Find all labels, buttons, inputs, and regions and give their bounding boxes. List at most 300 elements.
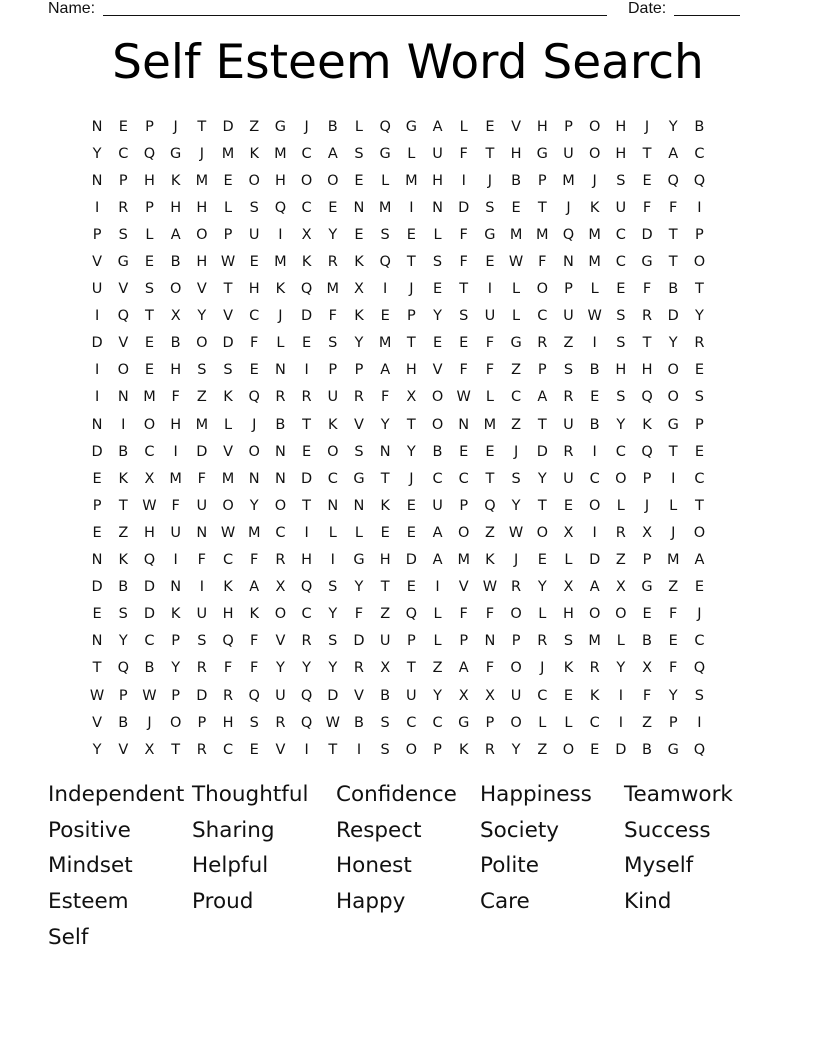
grid-letter[interactable]: T	[668, 254, 678, 271]
grid-letter[interactable]: F	[485, 660, 495, 677]
grid-letter[interactable]: P	[118, 687, 128, 704]
grid-letter[interactable]: Y	[92, 145, 102, 162]
grid-letter[interactable]: Y	[668, 118, 678, 135]
grid-letter[interactable]: D	[222, 118, 234, 135]
grid-letter[interactable]: P	[668, 714, 678, 731]
grid-letter[interactable]: B	[380, 687, 391, 704]
grid-letter[interactable]: K	[249, 606, 259, 623]
grid-letter[interactable]: Z	[668, 579, 679, 596]
grid-letter[interactable]: F	[459, 145, 468, 162]
grid-letter[interactable]: E	[328, 199, 338, 216]
grid-letter[interactable]: H	[170, 416, 182, 433]
grid-letter[interactable]: E	[380, 524, 390, 541]
grid-letter[interactable]: S	[459, 308, 469, 325]
grid-letter[interactable]: M	[195, 172, 209, 189]
grid-letter[interactable]: H	[536, 118, 548, 135]
grid-letter[interactable]: E	[302, 443, 312, 460]
grid-letter[interactable]: K	[118, 552, 129, 569]
grid-letter[interactable]: C	[615, 443, 626, 460]
grid-letter[interactable]: T	[380, 470, 390, 487]
grid-letter[interactable]: Y	[511, 741, 521, 758]
grid-letter[interactable]: F	[250, 660, 259, 677]
grid-letter[interactable]: A	[432, 118, 443, 135]
grid-letter[interactable]: P	[485, 714, 495, 731]
grid-letter[interactable]: N	[91, 633, 103, 650]
grid-letter[interactable]: V	[118, 335, 129, 352]
grid-letter[interactable]: T	[537, 497, 547, 514]
grid-letter[interactable]: E	[223, 172, 233, 189]
grid-letter[interactable]: N	[91, 172, 103, 189]
grid-letter[interactable]: I	[94, 362, 100, 379]
grid-letter[interactable]: I	[409, 199, 414, 216]
grid-letter[interactable]: O	[431, 389, 444, 406]
grid-letter[interactable]: E	[380, 308, 390, 325]
grid-letter[interactable]: F	[669, 660, 678, 677]
grid-letter[interactable]: Y	[275, 660, 285, 677]
grid-letter[interactable]: L	[381, 172, 390, 189]
grid-letter[interactable]: L	[669, 497, 678, 514]
grid-letter[interactable]: X	[615, 579, 626, 596]
grid-letter[interactable]: Y	[537, 470, 547, 487]
grid-letter[interactable]: H	[170, 362, 182, 379]
grid-letter[interactable]: I	[199, 579, 204, 596]
grid-letter[interactable]: K	[589, 199, 600, 216]
grid-letter[interactable]: Z	[511, 416, 522, 433]
grid-letter[interactable]: E	[668, 633, 678, 650]
grid-letter[interactable]: Z	[537, 741, 548, 758]
grid-letter[interactable]: S	[249, 714, 259, 731]
grid-letter[interactable]: N	[248, 470, 260, 487]
grid-letter[interactable]: A	[589, 579, 600, 596]
grid-letter[interactable]: R	[301, 633, 312, 650]
grid-letter[interactable]: E	[354, 226, 364, 243]
grid-letter[interactable]: N	[274, 443, 286, 460]
grid-letter[interactable]: Q	[117, 308, 129, 325]
grid-letter[interactable]: P	[145, 118, 154, 135]
grid-letter[interactable]: Y	[328, 226, 338, 243]
grid-letter[interactable]: S	[197, 362, 207, 379]
grid-letter[interactable]: Q	[562, 226, 575, 243]
grid-letter[interactable]: E	[694, 362, 704, 379]
grid-letter[interactable]: S	[511, 470, 521, 487]
grid-letter[interactable]: X	[563, 579, 574, 596]
grid-letter[interactable]: Z	[511, 362, 522, 379]
grid-letter[interactable]: J	[304, 118, 309, 135]
grid-letter[interactable]: B	[118, 443, 129, 460]
grid-letter[interactable]: K	[380, 497, 390, 514]
grid-letter[interactable]: S	[354, 443, 364, 460]
grid-letter[interactable]: C	[615, 254, 626, 271]
grid-letter[interactable]: C	[144, 633, 155, 650]
grid-letter[interactable]: Q	[379, 254, 391, 271]
grid-letter[interactable]: M	[588, 633, 601, 650]
grid-letter[interactable]: I	[461, 172, 466, 189]
grid-letter[interactable]: M	[169, 470, 182, 487]
grid-letter[interactable]: P	[406, 308, 416, 325]
grid-letter[interactable]: B	[170, 335, 181, 352]
grid-letter[interactable]: N	[484, 633, 496, 650]
grid-letter[interactable]: N	[196, 524, 208, 541]
grid-letter[interactable]: H	[170, 199, 182, 216]
grid-letter[interactable]: V	[354, 687, 364, 704]
grid-letter[interactable]: T	[485, 145, 495, 162]
grid-letter[interactable]: E	[406, 226, 416, 243]
grid-letter[interactable]: D	[405, 552, 417, 569]
grid-letter[interactable]: Z	[563, 335, 574, 352]
grid-letter[interactable]: V	[92, 714, 103, 731]
grid-letter[interactable]: Q	[222, 633, 234, 650]
grid-letter[interactable]: C	[222, 741, 234, 758]
grid-letter[interactable]: G	[353, 552, 365, 569]
grid-letter[interactable]: B	[589, 362, 600, 379]
grid-letter[interactable]: Q	[484, 497, 496, 514]
grid-letter[interactable]: X	[563, 524, 574, 541]
grid-letter[interactable]: C	[144, 443, 155, 460]
grid-letter[interactable]: W	[456, 389, 471, 406]
grid-letter[interactable]: R	[196, 660, 207, 677]
grid-letter[interactable]: I	[592, 443, 597, 460]
grid-letter[interactable]: K	[301, 254, 312, 271]
grid-letter[interactable]: E	[144, 254, 155, 271]
grid-letter[interactable]: Q	[300, 714, 313, 731]
grid-letter[interactable]: U	[432, 145, 443, 162]
grid-letter[interactable]: L	[276, 335, 285, 352]
grid-letter[interactable]: I	[173, 552, 178, 569]
grid-letter[interactable]: T	[537, 416, 547, 433]
grid-letter[interactable]: C	[118, 145, 129, 162]
grid-letter[interactable]: V	[511, 118, 522, 135]
grid-letter[interactable]: P	[564, 281, 573, 298]
grid-letter[interactable]: R	[589, 660, 600, 677]
grid-letter[interactable]: D	[143, 606, 156, 623]
grid-letter[interactable]: I	[356, 741, 362, 758]
grid-letter[interactable]: J	[566, 199, 571, 216]
grid-letter[interactable]: P	[459, 497, 469, 514]
grid-letter[interactable]: I	[278, 226, 283, 243]
grid-letter[interactable]: O	[327, 443, 339, 460]
grid-letter[interactable]: E	[563, 687, 574, 704]
grid-letter[interactable]: U	[615, 199, 627, 216]
grid-letter[interactable]: Q	[693, 741, 706, 758]
grid-letter[interactable]: T	[92, 660, 102, 677]
grid-letter[interactable]: U	[563, 416, 574, 433]
grid-letter[interactable]: T	[302, 416, 312, 433]
grid-letter[interactable]: K	[328, 416, 338, 433]
grid-letter[interactable]: E	[642, 172, 652, 189]
grid-letter[interactable]: Z	[642, 714, 652, 731]
grid-letter[interactable]: X	[458, 687, 469, 704]
grid-letter[interactable]: R	[694, 335, 705, 352]
grid-letter[interactable]: P	[223, 226, 233, 243]
grid-letter[interactable]: S	[616, 308, 626, 325]
grid-letter[interactable]: D	[615, 741, 627, 758]
grid-letter[interactable]: C	[301, 145, 312, 162]
grid-letter[interactable]: F	[328, 308, 337, 325]
grid-letter[interactable]: S	[432, 254, 443, 271]
grid-letter[interactable]: E	[92, 470, 102, 487]
grid-letter[interactable]: C	[249, 308, 260, 325]
grid-letter[interactable]: F	[485, 335, 495, 352]
grid-letter[interactable]: H	[144, 172, 155, 189]
grid-letter[interactable]: Q	[379, 118, 391, 135]
grid-letter[interactable]: H	[196, 199, 208, 216]
grid-letter[interactable]: S	[118, 226, 128, 243]
grid-letter[interactable]: U	[432, 497, 443, 514]
grid-letter[interactable]: J	[697, 606, 702, 623]
grid-letter[interactable]: X	[642, 660, 652, 677]
grid-letter[interactable]: U	[248, 226, 260, 243]
grid-letter[interactable]: O	[536, 281, 548, 298]
grid-letter[interactable]: M	[457, 552, 470, 569]
grid-letter[interactable]: L	[354, 118, 364, 135]
grid-letter[interactable]: T	[694, 497, 704, 514]
grid-letter[interactable]: F	[250, 335, 259, 352]
grid-letter[interactable]: D	[91, 579, 103, 596]
grid-letter[interactable]: Y	[302, 660, 312, 677]
grid-letter[interactable]: H	[301, 552, 313, 569]
name-field-line[interactable]	[103, 15, 607, 16]
grid-letter[interactable]: U	[196, 606, 208, 623]
grid-letter[interactable]: Y	[380, 416, 390, 433]
grid-letter[interactable]: O	[693, 524, 706, 541]
grid-letter[interactable]: F	[642, 687, 652, 704]
grid-letter[interactable]: C	[511, 389, 522, 406]
grid-letter[interactable]: E	[302, 335, 312, 352]
grid-letter[interactable]: D	[641, 226, 653, 243]
grid-letter[interactable]: K	[170, 606, 181, 623]
grid-letter[interactable]: H	[144, 524, 155, 541]
grid-letter[interactable]: A	[327, 145, 338, 162]
grid-letter[interactable]: T	[459, 281, 469, 298]
grid-letter[interactable]: F	[642, 281, 652, 298]
grid-letter[interactable]: W	[220, 524, 236, 541]
grid-letter[interactable]: Y	[433, 308, 442, 325]
grid-letter[interactable]: G	[667, 741, 679, 758]
grid-letter[interactable]: N	[274, 362, 286, 379]
grid-letter[interactable]: M	[221, 145, 235, 162]
grid-letter[interactable]: B	[668, 281, 679, 298]
grid-letter[interactable]: Q	[117, 660, 129, 677]
grid-letter[interactable]: G	[274, 118, 287, 135]
grid-letter[interactable]: G	[484, 226, 496, 243]
grid-letter[interactable]: E	[92, 524, 102, 541]
grid-letter[interactable]: I	[121, 416, 126, 433]
grid-letter[interactable]: M	[509, 226, 523, 243]
grid-letter[interactable]: R	[537, 335, 548, 352]
grid-letter[interactable]: J	[513, 552, 519, 569]
grid-letter[interactable]: P	[511, 633, 521, 650]
grid-letter[interactable]: Q	[274, 199, 287, 216]
grid-letter[interactable]: F	[171, 389, 180, 406]
grid-letter[interactable]: V	[275, 741, 286, 758]
grid-letter[interactable]: R	[511, 579, 522, 596]
grid-letter[interactable]: H	[248, 281, 260, 298]
grid-letter[interactable]: C	[222, 552, 234, 569]
grid-letter[interactable]: V	[223, 443, 233, 460]
grid-letter[interactable]: D	[458, 199, 470, 216]
grid-letter[interactable]: E	[406, 497, 416, 514]
grid-letter[interactable]: L	[616, 497, 625, 514]
grid-letter[interactable]: C	[694, 633, 705, 650]
grid-letter[interactable]: Z	[118, 524, 129, 541]
grid-letter[interactable]: F	[171, 497, 180, 514]
grid-letter[interactable]: Q	[693, 172, 706, 189]
grid-letter[interactable]: S	[616, 389, 626, 406]
grid-letter[interactable]: R	[275, 389, 286, 406]
grid-letter[interactable]: O	[169, 281, 182, 298]
grid-letter[interactable]: P	[564, 118, 573, 135]
grid-letter[interactable]: M	[666, 552, 680, 569]
grid-letter[interactable]: J	[644, 118, 650, 135]
grid-letter[interactable]: Y	[118, 633, 128, 650]
grid-letter[interactable]: V	[458, 579, 469, 596]
grid-letter[interactable]: S	[144, 281, 155, 298]
grid-letter[interactable]: G	[170, 145, 182, 162]
grid-letter[interactable]: S	[380, 226, 390, 243]
grid-letter[interactable]: C	[589, 714, 600, 731]
grid-letter[interactable]: S	[354, 145, 364, 162]
grid-letter[interactable]: X	[380, 660, 391, 677]
grid-letter[interactable]: D	[91, 443, 103, 460]
grid-letter[interactable]: D	[353, 633, 365, 650]
grid-letter[interactable]: R	[275, 552, 286, 569]
grid-letter[interactable]: U	[379, 633, 391, 650]
grid-letter[interactable]: V	[118, 741, 129, 758]
grid-letter[interactable]: P	[92, 497, 102, 514]
grid-letter[interactable]: B	[118, 714, 129, 731]
grid-letter[interactable]: Y	[694, 308, 704, 325]
grid-letter[interactable]: C	[432, 714, 443, 731]
grid-letter[interactable]: L	[512, 281, 521, 298]
grid-letter[interactable]: E	[432, 335, 443, 352]
grid-letter[interactable]: T	[694, 281, 704, 298]
grid-letter[interactable]: R	[301, 389, 312, 406]
grid-letter[interactable]: O	[562, 741, 575, 758]
grid-letter[interactable]: K	[354, 308, 364, 325]
grid-letter[interactable]: F	[485, 606, 495, 623]
grid-letter[interactable]: K	[458, 741, 469, 758]
grid-letter[interactable]: T	[380, 579, 390, 596]
grid-letter[interactable]: I	[94, 389, 100, 406]
grid-letter[interactable]: Y	[433, 687, 442, 704]
grid-letter[interactable]: S	[380, 741, 390, 758]
grid-letter[interactable]: Q	[300, 281, 313, 298]
grid-letter[interactable]: T	[537, 199, 547, 216]
grid-letter[interactable]: U	[196, 497, 208, 514]
grid-letter[interactable]: I	[94, 308, 100, 325]
grid-letter[interactable]: B	[642, 741, 652, 758]
grid-letter[interactable]: P	[695, 416, 704, 433]
grid-letter[interactable]: T	[118, 497, 128, 514]
grid-letter[interactable]: W	[482, 579, 498, 596]
grid-letter[interactable]: O	[667, 389, 679, 406]
grid-letter[interactable]: F	[669, 199, 678, 216]
grid-letter[interactable]: Y	[616, 416, 626, 433]
grid-letter[interactable]: S	[197, 633, 207, 650]
grid-letter[interactable]: J	[199, 145, 204, 162]
grid-letter[interactable]: D	[143, 579, 156, 596]
grid-letter[interactable]: I	[304, 524, 309, 541]
grid-letter[interactable]: E	[511, 199, 521, 216]
grid-letter[interactable]: E	[694, 443, 704, 460]
grid-letter[interactable]: O	[510, 714, 522, 731]
grid-letter[interactable]: E	[249, 254, 259, 271]
grid-letter[interactable]: Z	[196, 389, 207, 406]
grid-letter[interactable]: Y	[406, 443, 416, 460]
grid-letter[interactable]: K	[223, 579, 233, 596]
grid-letter[interactable]: L	[590, 281, 599, 298]
grid-letter[interactable]: G	[117, 254, 129, 271]
grid-letter[interactable]: L	[538, 606, 547, 623]
grid-letter[interactable]: R	[563, 443, 574, 460]
grid-letter[interactable]: R	[615, 524, 626, 541]
grid-letter[interactable]: L	[459, 118, 468, 135]
grid-letter[interactable]: A	[380, 362, 391, 379]
grid-letter[interactable]: Z	[432, 660, 443, 677]
grid-letter[interactable]: X	[301, 226, 312, 243]
grid-letter[interactable]: U	[510, 687, 522, 704]
grid-letter[interactable]: J	[252, 416, 257, 433]
grid-letter[interactable]: Y	[249, 497, 259, 514]
grid-letter[interactable]: A	[537, 389, 548, 406]
grid-letter[interactable]: S	[563, 362, 574, 379]
grid-letter[interactable]: C	[694, 145, 705, 162]
grid-letter[interactable]: D	[536, 443, 548, 460]
grid-letter[interactable]: D	[327, 687, 339, 704]
grid-letter[interactable]: X	[642, 524, 652, 541]
grid-letter[interactable]: L	[564, 552, 573, 569]
grid-letter[interactable]: H	[641, 362, 653, 379]
grid-letter[interactable]: B	[144, 660, 155, 677]
grid-letter[interactable]: H	[222, 714, 234, 731]
grid-letter[interactable]: O	[588, 497, 601, 514]
grid-letter[interactable]: Z	[380, 606, 391, 623]
grid-letter[interactable]: Y	[92, 741, 102, 758]
grid-letter[interactable]: R	[118, 199, 129, 216]
grid-letter[interactable]: O	[536, 524, 548, 541]
grid-letter[interactable]: E	[118, 118, 128, 135]
grid-letter[interactable]: G	[510, 335, 522, 352]
grid-letter[interactable]: F	[250, 552, 259, 569]
grid-letter[interactable]: C	[301, 199, 312, 216]
grid-letter[interactable]: S	[118, 606, 128, 623]
grid-letter[interactable]: F	[538, 254, 547, 271]
grid-letter[interactable]: L	[616, 633, 625, 650]
grid-letter[interactable]: T	[197, 118, 207, 135]
grid-letter[interactable]: O	[222, 497, 234, 514]
grid-letter[interactable]: R	[537, 633, 548, 650]
grid-letter[interactable]: L	[538, 714, 547, 731]
grid-letter[interactable]: F	[459, 362, 468, 379]
grid-letter[interactable]: U	[170, 524, 181, 541]
grid-letter[interactable]: Y	[197, 308, 207, 325]
grid-letter[interactable]: W	[508, 524, 524, 541]
grid-letter[interactable]: D	[667, 308, 679, 325]
grid-letter[interactable]: F	[485, 362, 495, 379]
grid-letter[interactable]: L	[407, 145, 416, 162]
grid-letter[interactable]: C	[589, 470, 600, 487]
grid-letter[interactable]: Y	[668, 687, 678, 704]
grid-letter[interactable]: I	[304, 362, 309, 379]
grid-letter[interactable]: B	[170, 254, 181, 271]
grid-letter[interactable]: V	[432, 362, 443, 379]
grid-letter[interactable]: U	[406, 687, 417, 704]
grid-letter[interactable]: M	[483, 416, 497, 433]
grid-letter[interactable]: M	[562, 172, 575, 189]
grid-letter[interactable]: U	[563, 145, 574, 162]
grid-letter[interactable]: L	[485, 389, 494, 406]
grid-letter[interactable]: I	[94, 199, 100, 216]
